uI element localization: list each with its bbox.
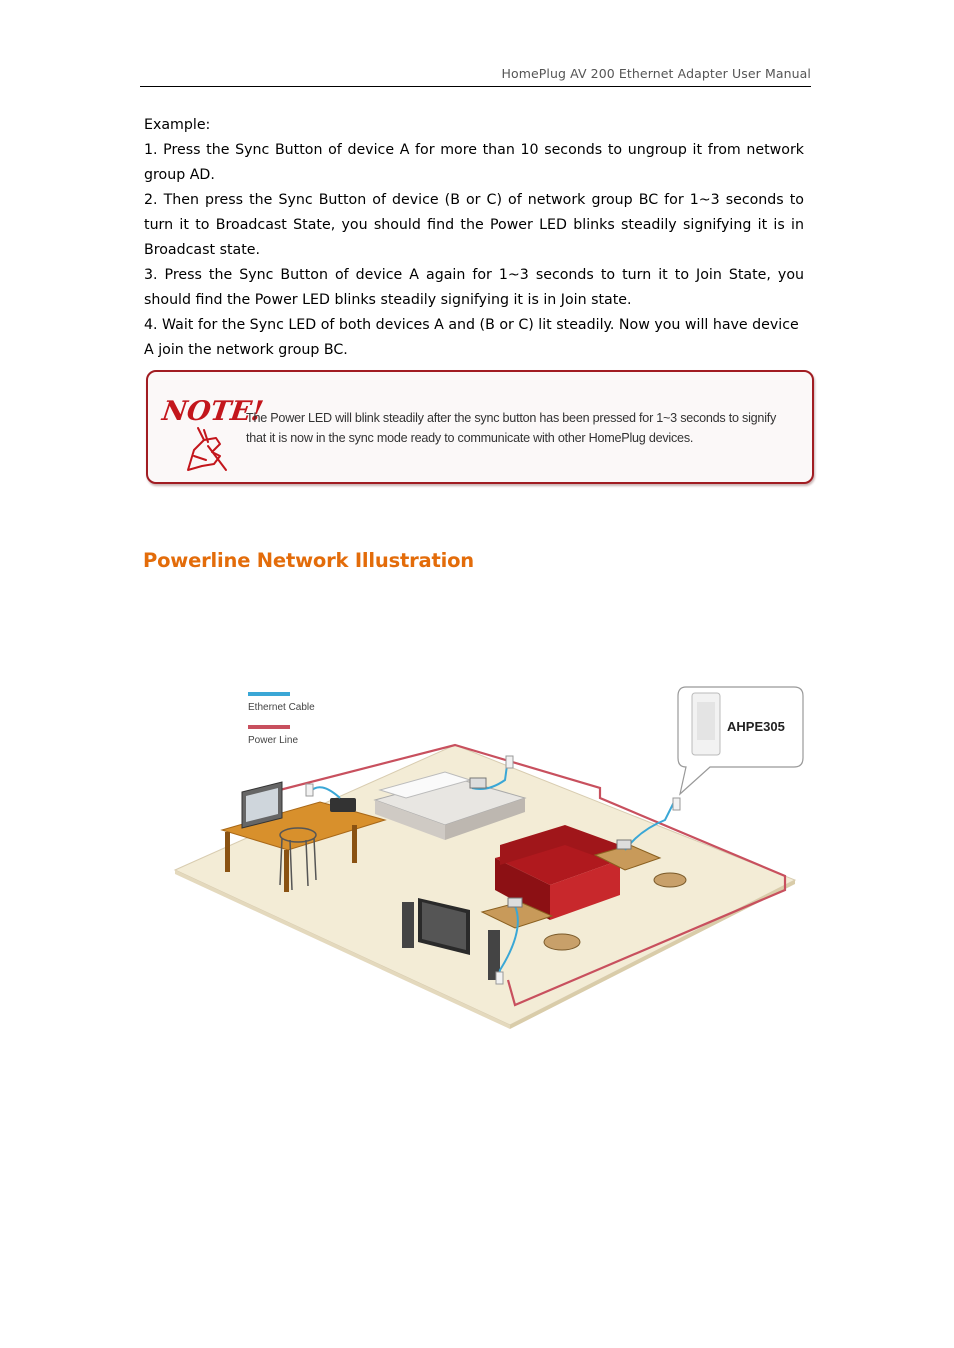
adapter-lounge	[673, 798, 680, 810]
paragraph-step-3: 3. Press the Sync Button of device A again for 1~3 seconds to turn it to Join State, you should find the Power LED blinks steadily signifying it is in Join state.	[144, 267, 804, 308]
adapter-bedroom	[506, 756, 513, 768]
paragraph-step-2: 2. Then press the Sync Button of device (B or C) of network group BC for 1~3 seconds to turn it to Broadcast State, you should find the Power LED blinks steadily signifying it is in Broadcast state.	[144, 192, 804, 258]
paragraph-example-label: Example:	[144, 117, 211, 133]
note-text: The Power LED will blink steadily after the sync button has been pressed for 1~3 seconds to signify that it is now in the sync mode ready to communicate with other HomePlug devices.	[246, 410, 777, 445]
laptop-living	[508, 898, 522, 907]
legend-powerline-label: Power Line	[248, 735, 299, 746]
paragraph-step-1: 1. Press the Sync Button of device A for more than 10 seconds to ungroup it from network group AD.	[144, 142, 804, 183]
laptop-bedroom	[470, 778, 486, 788]
powerline-network-illustration	[170, 680, 810, 1030]
paragraph-step-4: 4. Wait for the Sync LED of both devices A and (B or C) lit steadily. Now you will have device A join the network group BC.	[144, 317, 799, 358]
callout-model-label: AHPE305	[727, 719, 785, 734]
ottoman-right	[654, 873, 686, 887]
legend-ethernet-swatch	[248, 692, 290, 696]
laptop-lounge	[617, 840, 631, 849]
legend-ethernet-label: Ethernet Cable	[248, 702, 315, 713]
legend-powerline-swatch	[248, 725, 290, 729]
ottoman-front	[544, 934, 580, 950]
note-logo-text: NOTE!	[160, 396, 266, 427]
adapter-tv	[496, 972, 503, 984]
section-heading: Powerline Network Illustration	[143, 549, 474, 572]
header-rule	[140, 86, 811, 87]
body-text	[144, 113, 804, 363]
running-header: HomePlug AV 200 Ethernet Adapter User Manual	[501, 66, 811, 81]
note-icon	[160, 386, 266, 472]
printer	[330, 798, 356, 812]
hand-pencil-icon	[188, 428, 226, 470]
device-callout	[678, 687, 803, 794]
legend	[248, 692, 315, 746]
note-box	[146, 370, 814, 484]
speaker-left	[402, 902, 414, 948]
adapter-desk	[306, 784, 313, 796]
